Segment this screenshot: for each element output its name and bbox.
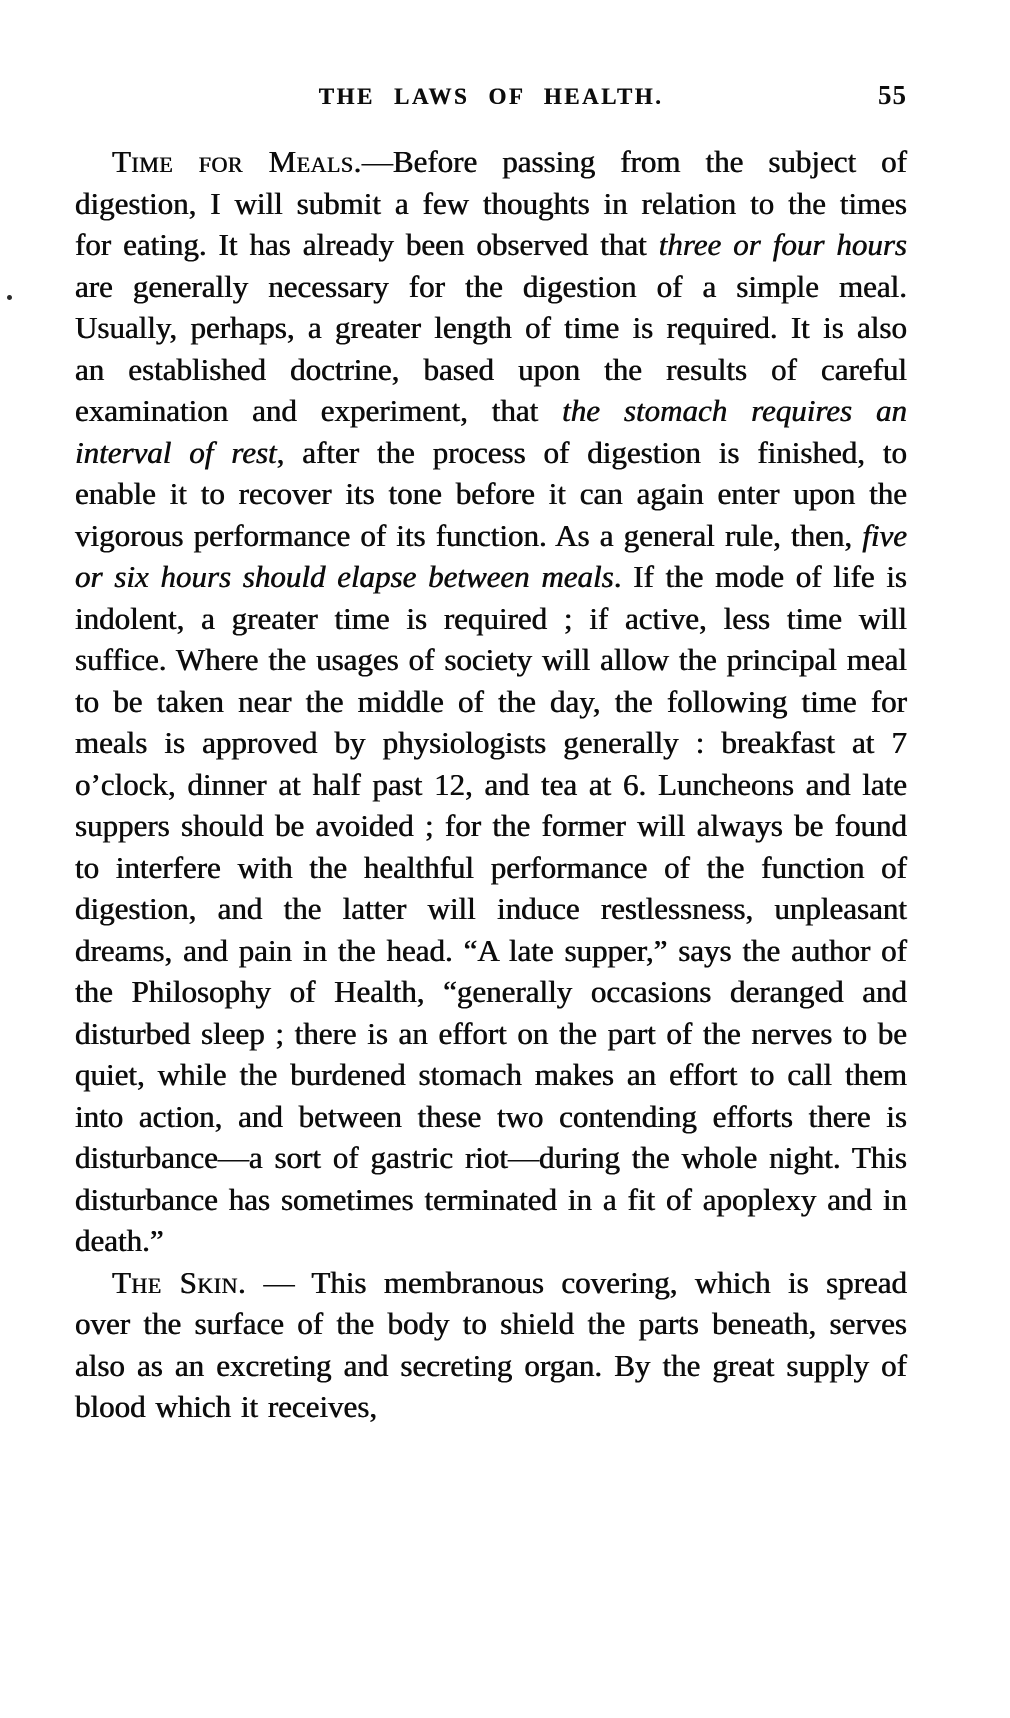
page-number: 55 (878, 80, 907, 110)
italic-phrase-stomach-interval-of-rest: the stomach requires an interval of rest (75, 393, 907, 470)
body-text-segment: . If the mode of life is indolent, a greater time is required ; if active, less time will suffice. Where the usages of society will allow the principal meal to be taken near the middle of the day, the following time for meals is approved by physiologists generally : breakfast at 7 o’clock, dinner at half past 12, and tea at 6. Luncheons and late suppers should be avoided ; for the former will always be found to interfere with the healthful performance of the function of digestion, and the latter will induce restlessness, unpleasant dreams, and pain in the head. “A late supper,” says the author of the Philosophy of Health, “generally occasions deranged and disturbed sleep ; there is an effort on the part of the nerves to be quiet, while the burdened stomach makes an effort to call them into action, and between these two contending efforts there is disturbance—a sort of gastric riot—during the whole night. This disturbance has sometimes terminated in a fit of apoplexy and in death.” (75, 559, 907, 1258)
italic-phrase-three-or-four-hours: three or four hours (658, 227, 907, 262)
body-text-segment: , after the process of digestion is finished, to enable it to recover its tone before it can again enter upon the vigorous performance of its function. As a general rule, then, (75, 434, 907, 553)
section-lead-time-for-meals: Time for Meals. (112, 144, 362, 179)
page-header (75, 80, 907, 116)
paragraph-time-for-meals (75, 141, 907, 1262)
italic-phrase-five-or-six-hours: five or six hours should elapse between meals (75, 517, 907, 594)
section-lead-the-skin: The Skin. (112, 1264, 247, 1300)
body-text-segment: —Before passing from the subject of digestion, I will submit a few thoughts in relation to the times for eating. It has already been observed that (75, 144, 908, 262)
page-text (75, 141, 907, 1428)
body-text-segment: — This membranous covering, which is spread over the surface of the body to shield the parts beneath, serves also as an excreting and secreting organ. By the great supply of blood which it receives, (75, 1264, 907, 1424)
scan-speck (7, 295, 12, 300)
body-text-segment: are generally necessary for the digestion of a simple meal. Usually, perhaps, a greater length of time is required. It is also an established doctrine, based upon the results of careful examination and experiment, that (75, 268, 907, 428)
paragraph-the-skin (75, 1262, 907, 1428)
running-title: THE LAWS OF HEALTH. (318, 84, 664, 109)
